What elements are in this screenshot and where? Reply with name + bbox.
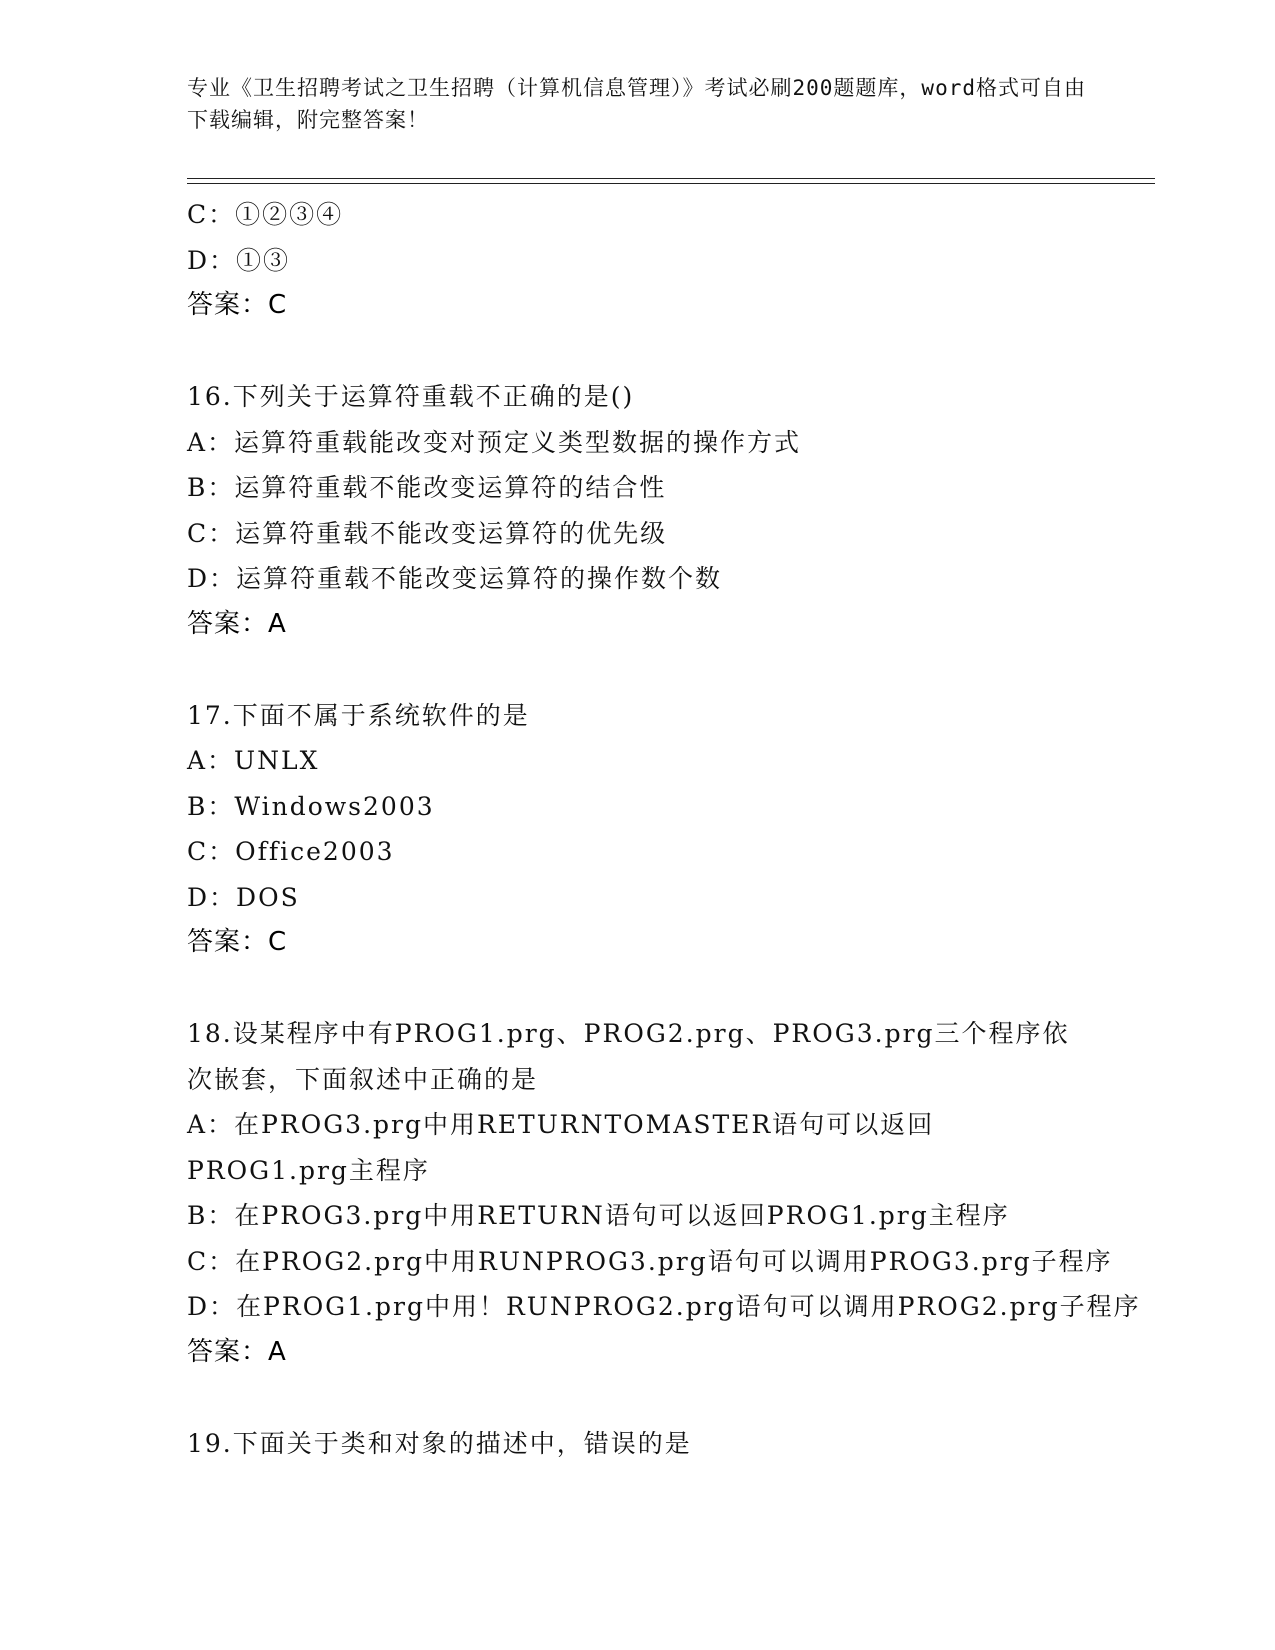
- spacer: [187, 966, 1087, 1012]
- option-d: D：DOS: [187, 882, 300, 912]
- option-c: C：在PROG2.prg中用RUNPROG3.prg语句可以调用PROG3.prg子程序: [187, 1246, 1113, 1276]
- header-divider-bottom: [187, 183, 1155, 184]
- answer-label: 答案：A: [187, 1336, 287, 1367]
- question-stem: 18.设某程序中有PROG1.prg、PROG2.prg、PROG3.prg三个程序依次嵌套，下面叙述中正确的是: [187, 1019, 1070, 1094]
- option-d: D：①③: [187, 245, 291, 275]
- option-c: C：运算符重载不能改变运算符的优先级: [187, 518, 668, 548]
- page-header: 专业《卫生招聘考试之卫生招聘（计算机信息管理）》考试必刷200题题库，word格式可自由下载编辑，附完整答案！: [187, 76, 1086, 132]
- option-b: B：Windows2003: [187, 791, 435, 821]
- option-a: A：UNLX: [187, 746, 320, 775]
- answer-label: 答案：A: [187, 608, 287, 639]
- question-stem: 16.下列关于运算符重载不正确的是(): [187, 382, 635, 411]
- option-d: D：运算符重载不能改变运算符的操作数个数: [187, 564, 723, 593]
- option-b: B：运算符重载不能改变运算符的结合性: [187, 473, 667, 502]
- question-stem: 17.下面不属于系统软件的是: [187, 700, 530, 730]
- answer-label: 答案：C: [187, 290, 288, 320]
- answer-label: 答案：C: [187, 927, 288, 957]
- question-list: [187, 192, 1141, 1466]
- header-divider-top: [187, 178, 1155, 179]
- option-a: A：运算符重载能改变对预定义类型数据的操作方式: [187, 427, 802, 457]
- option-d: D：在PROG1.prg中用！RUNPROG2.prg语句可以调用PROG2.prg子程序: [187, 1292, 1141, 1321]
- spacer: [187, 1375, 1087, 1421]
- option-c: C：Office2003: [187, 837, 395, 866]
- option-b: B：在PROG3.prg中用RETURN语句可以返回PROG1.prg主程序: [187, 1201, 1010, 1230]
- option-a: A：在PROG3.prg中用RETURNTOMASTER语句可以返回PROG1.prg主程序: [187, 1110, 935, 1185]
- option-c: C：①②③④: [187, 200, 344, 229]
- spacer: [187, 329, 1087, 375]
- question-stem: 19.下面关于类和对象的描述中，错误的是: [187, 1428, 692, 1458]
- spacer: [187, 647, 1087, 693]
